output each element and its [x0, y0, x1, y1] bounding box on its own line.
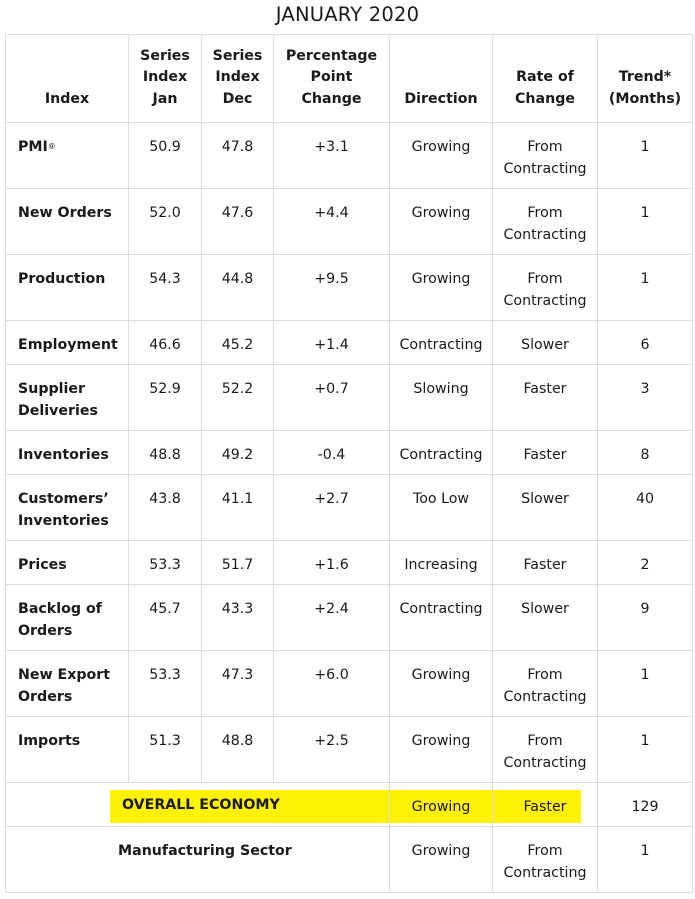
row-dec: 52.2: [202, 365, 274, 431]
table-row: [6, 717, 693, 783]
row-jan: 52.0: [129, 189, 202, 255]
row-change: +0.7: [274, 365, 390, 431]
overall-economy-row: [6, 783, 693, 827]
table-row: [6, 123, 693, 189]
row-dec: 51.7: [202, 541, 274, 585]
row-rate: Faster: [493, 431, 598, 475]
header-row: [6, 35, 693, 123]
row-jan: 43.8: [129, 475, 202, 541]
row-trend: 3: [598, 365, 693, 431]
row-index: Production: [6, 255, 129, 321]
pmi-table: [5, 34, 693, 893]
row-dec: 49.2: [202, 431, 274, 475]
row-dec: 45.2: [202, 321, 274, 365]
row-direction: Contracting: [390, 585, 493, 651]
table-row: [6, 585, 693, 651]
row-index: Customers’ Inventories: [6, 475, 129, 541]
row-dec: 44.8: [202, 255, 274, 321]
table-row: [6, 541, 693, 585]
row-change: +4.4: [274, 189, 390, 255]
row-index: Employment: [6, 321, 129, 365]
row-direction: Growing: [390, 189, 493, 255]
row-index: New Export Orders: [6, 651, 129, 717]
row-change: +1.4: [274, 321, 390, 365]
manufacturing-direction: Growing: [390, 827, 493, 893]
row-trend: 6: [598, 321, 693, 365]
header-series-dec: Series Index Dec: [202, 35, 274, 123]
row-jan: 53.3: [129, 651, 202, 717]
row-rate: Slower: [493, 585, 598, 651]
row-dec: 48.8: [202, 717, 274, 783]
row-direction: Increasing: [390, 541, 493, 585]
row-rate: Slower: [493, 321, 598, 365]
row-dec: 41.1: [202, 475, 274, 541]
row-index: PMI®: [6, 123, 129, 189]
row-change: -0.4: [274, 431, 390, 475]
row-direction: Growing: [390, 651, 493, 717]
row-trend: 40: [598, 475, 693, 541]
row-jan: 45.7: [129, 585, 202, 651]
manufacturing-label: Manufacturing Sector: [6, 827, 390, 893]
row-direction: Contracting: [390, 431, 493, 475]
row-direction: Growing: [390, 255, 493, 321]
row-rate: Slower: [493, 475, 598, 541]
table-row: [6, 255, 693, 321]
row-rate: From Contracting: [493, 651, 598, 717]
row-change: +2.7: [274, 475, 390, 541]
row-trend: 1: [598, 651, 693, 717]
row-index: Prices: [6, 541, 129, 585]
overall-rate: Faster: [493, 783, 598, 827]
manufacturing-rate: From Contracting: [493, 827, 598, 893]
table-row: [6, 431, 693, 475]
row-rate: From Contracting: [493, 255, 598, 321]
row-dec: 43.3: [202, 585, 274, 651]
table-row: [6, 189, 693, 255]
header-change: Percentage Point Change: [274, 35, 390, 123]
row-index: New Orders: [6, 189, 129, 255]
row-jan: 52.9: [129, 365, 202, 431]
row-trend: 1: [598, 255, 693, 321]
page-title: JANUARY 2020: [275, 3, 420, 26]
row-index: Imports: [6, 717, 129, 783]
header-index: Index: [6, 35, 129, 123]
row-index: Inventories: [6, 431, 129, 475]
row-change: +9.5: [274, 255, 390, 321]
row-jan: 53.3: [129, 541, 202, 585]
row-dec: 47.6: [202, 189, 274, 255]
overall-trend: 129: [598, 783, 693, 827]
row-jan: 48.8: [129, 431, 202, 475]
manufacturing-row: [6, 827, 693, 893]
row-rate: From Contracting: [493, 123, 598, 189]
row-direction: Growing: [390, 123, 493, 189]
table-row: [6, 365, 693, 431]
row-trend: 1: [598, 717, 693, 783]
table-row: [6, 321, 693, 365]
row-jan: 54.3: [129, 255, 202, 321]
row-rate: From Contracting: [493, 717, 598, 783]
header-rate: Rate of Change: [493, 35, 598, 123]
row-rate: Faster: [493, 365, 598, 431]
row-direction: Growing: [390, 717, 493, 783]
row-direction: Too Low: [390, 475, 493, 541]
header-trend: Trend* (Months): [598, 35, 693, 123]
header-direction: Direction: [390, 35, 493, 123]
row-direction: Contracting: [390, 321, 493, 365]
row-index: Backlog of Orders: [6, 585, 129, 651]
header-series-jan: Series Index Jan: [129, 35, 202, 123]
row-change: +2.4: [274, 585, 390, 651]
row-rate: Faster: [493, 541, 598, 585]
row-dec: 47.8: [202, 123, 274, 189]
row-trend: 9: [598, 585, 693, 651]
row-trend: 8: [598, 431, 693, 475]
overall-economy-label: OVERALL ECONOMY: [122, 797, 280, 813]
overall-direction: Growing: [390, 783, 493, 827]
row-jan: 50.9: [129, 123, 202, 189]
manufacturing-trend: 1: [598, 827, 693, 893]
table-row: [6, 651, 693, 717]
row-jan: 46.6: [129, 321, 202, 365]
row-rate: From Contracting: [493, 189, 598, 255]
row-jan: 51.3: [129, 717, 202, 783]
row-trend: 1: [598, 189, 693, 255]
row-trend: 2: [598, 541, 693, 585]
row-change: +1.6: [274, 541, 390, 585]
row-dec: 47.3: [202, 651, 274, 717]
row-trend: 1: [598, 123, 693, 189]
row-index: Supplier Deliveries: [6, 365, 129, 431]
table-row: [6, 475, 693, 541]
row-change: +6.0: [274, 651, 390, 717]
row-change: +2.5: [274, 717, 390, 783]
row-change: +3.1: [274, 123, 390, 189]
row-direction: Slowing: [390, 365, 493, 431]
